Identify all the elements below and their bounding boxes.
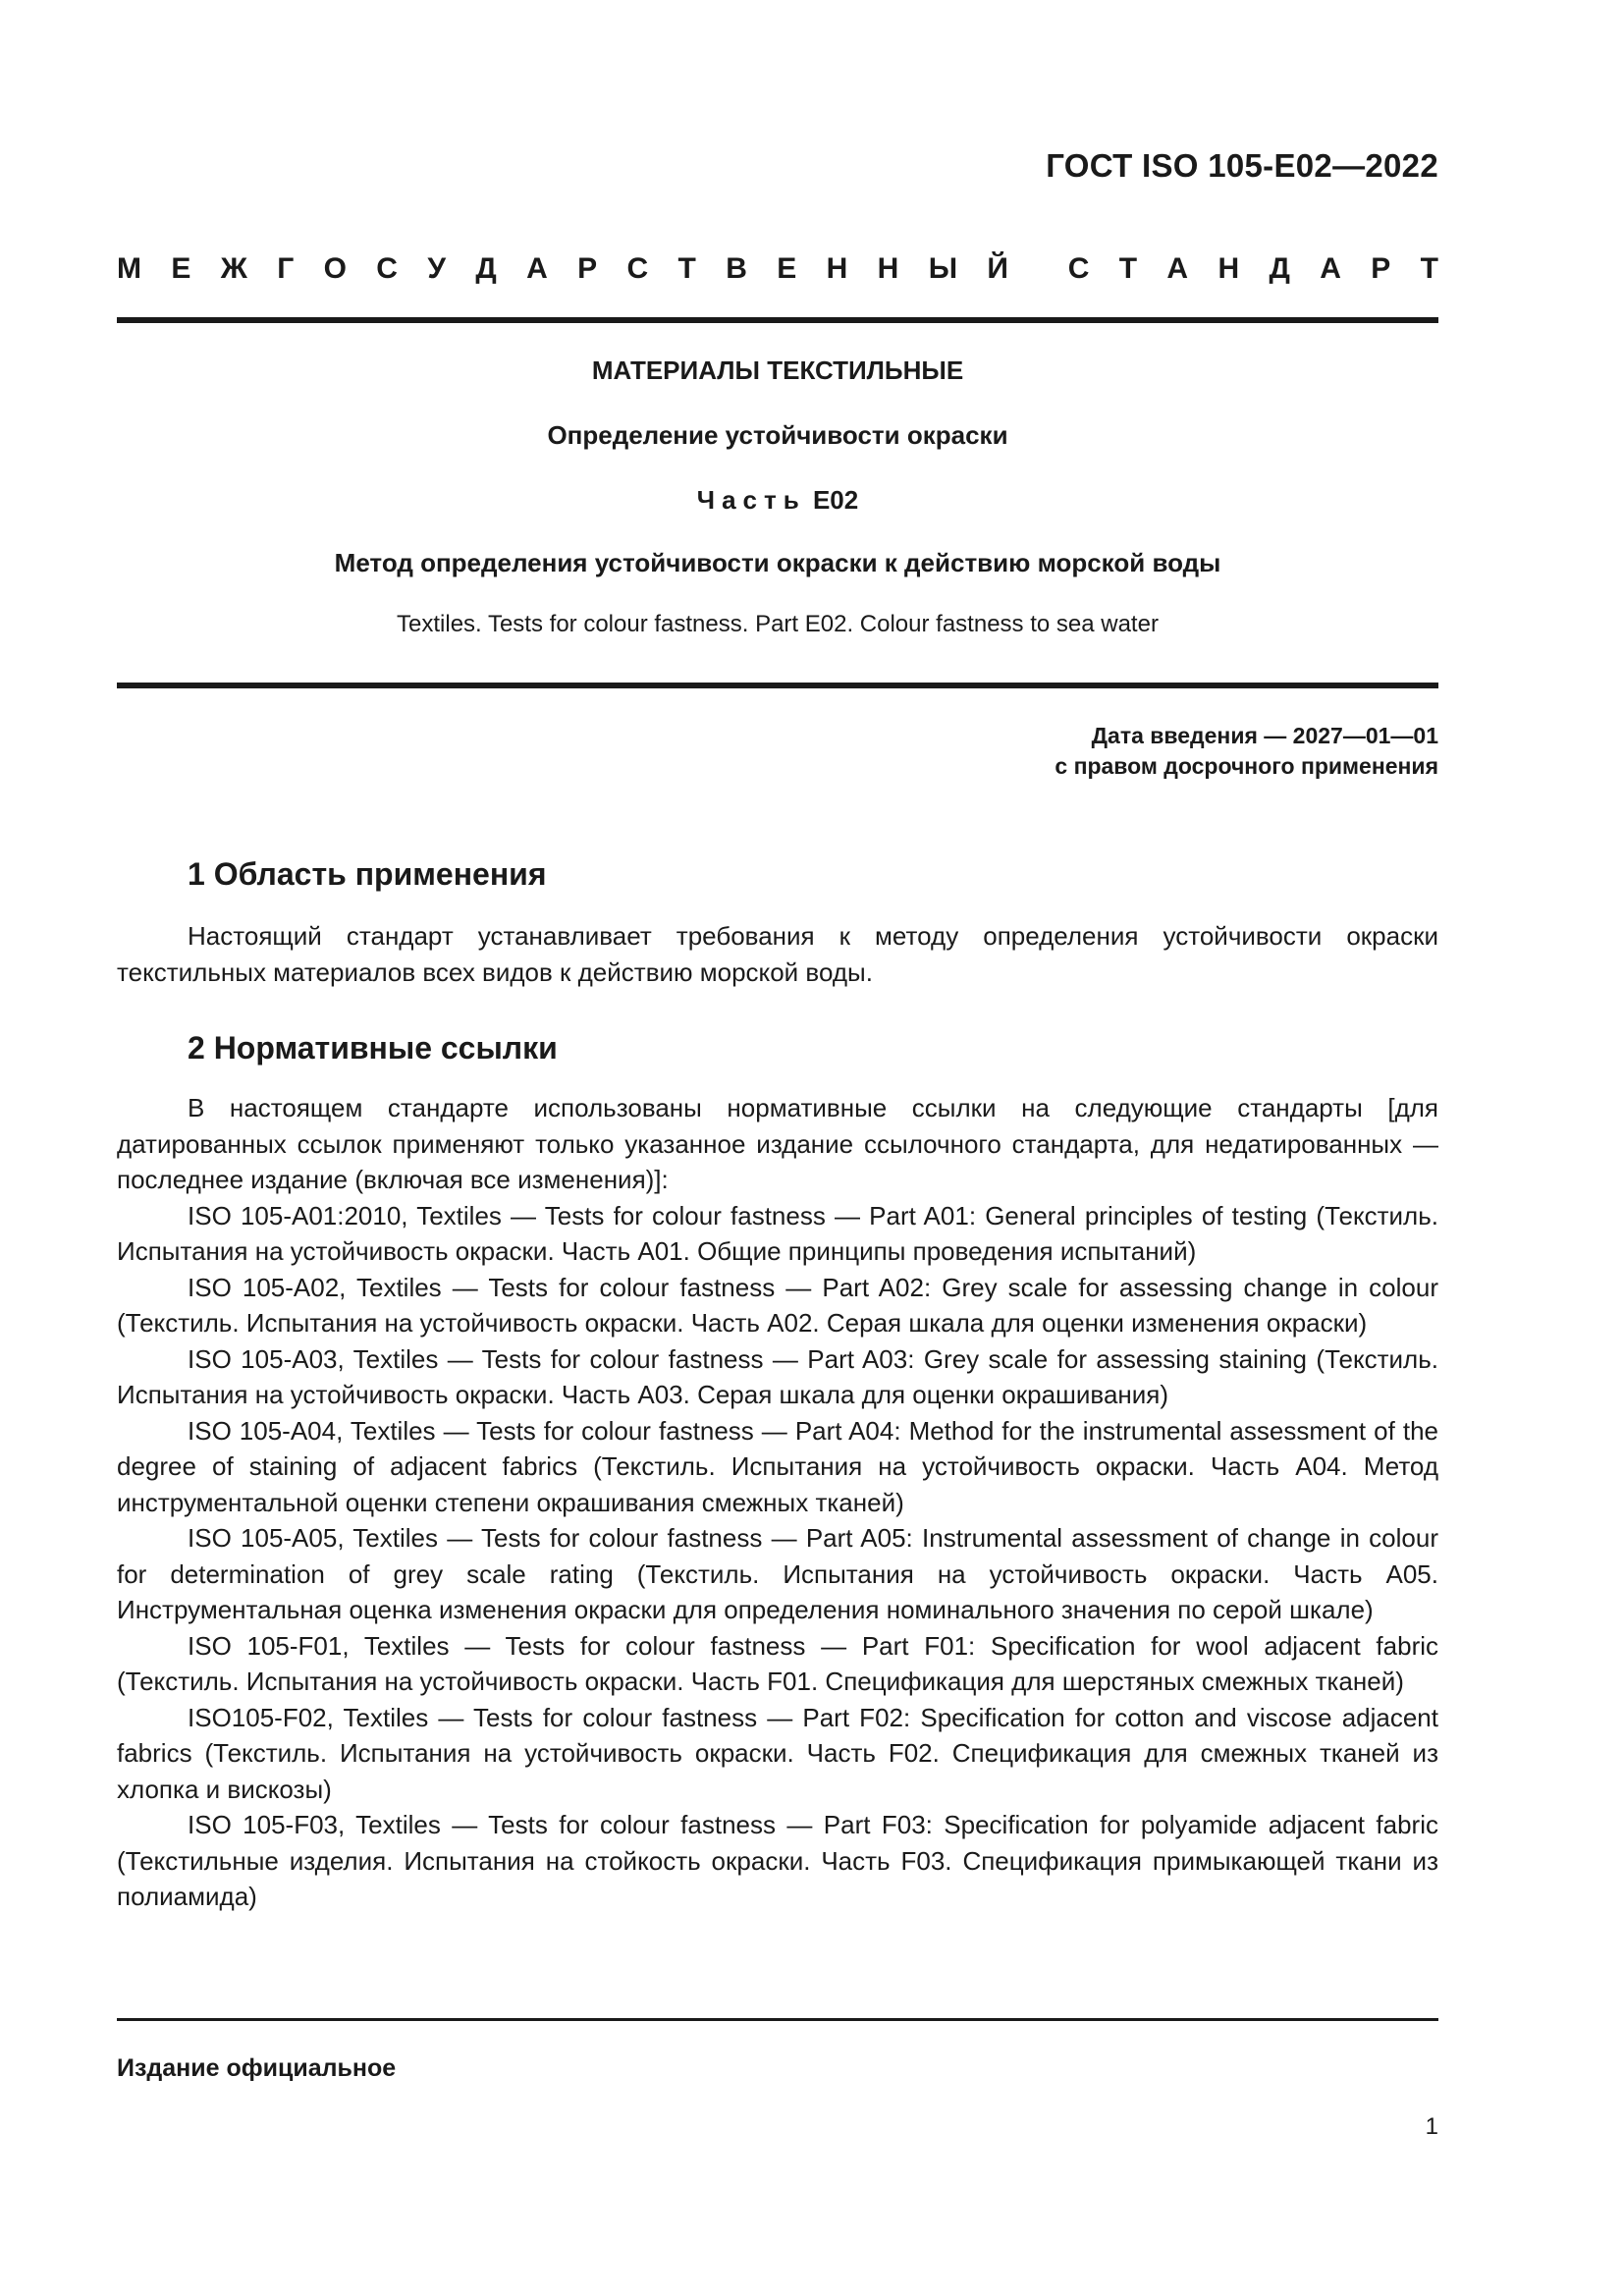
paragraph: В настоящем стандарте использованы нормативные ссылки на следующие стандарты [для датированных ссылок применяют только указанное издание ссылочного стандарта, для недатированных — последнее издание (включая все изменения)]: [117, 1093, 1438, 1194]
standard-type-letter: Е [171, 252, 191, 285]
standard-type-letter: О [323, 252, 347, 285]
standard-type-letter: С [376, 252, 398, 285]
reference-item: ISO 105-F03, Textiles — Tests for colour fastness — Part F03: Specification for polyamide adjacent fabric (Текстильные изделия. Испытания на стойкость окраски. Часть F03. Спецификация примыкающей ткани из полиамида) [117, 1810, 1438, 1911]
standard-type-heading [117, 252, 1438, 286]
standard-type-letter: Ж [220, 252, 247, 285]
document-code: ГОСТ ISO 105-E02—2022 [1046, 147, 1438, 184]
standard-type-letter: С [1067, 252, 1090, 285]
paragraph: Настоящий стандарт устанавливает требования к методу определения устойчивости окраски текстильных материалов всех видов к действию морской воды. [117, 921, 1438, 987]
standard-type-letter: М [117, 252, 141, 285]
page-number: 1 [1425, 2113, 1438, 2140]
reference-item: ISO 105-A01:2010, Textiles — Tests for colour fastness — Part A01: General principles of testing (Текстиль. Испытания на устойчивость окраски. Часть А01. Общие принципы проведения испытаний) [117, 1200, 1438, 1266]
standard-type-letter: Д [1269, 252, 1290, 285]
reference-item: ISO 105-F01, Textiles — Tests for colour fastness — Part F01: Specification for wool adjacent fabric (Текстиль. Испытания на устойчивость окраски. Часть F01. Спецификация для шерстяных смежных тканей) [117, 1630, 1438, 1696]
standard-type-letter: Ы [928, 252, 958, 285]
section-heading-normative-references: 2 Нормативные ссылки [188, 1030, 558, 1066]
reference-item: ISO 105-A05, Textiles — Tests for colour fastness — Part A05: Instrumental assessment of change in colour for determination of grey scale rating (Текстиль. Испытания на устойчивость окраски. Часть А05. Инструментальная оценка изменения окраски для определения номинального значения по серой шкале) [117, 1523, 1438, 1624]
top-divider [117, 317, 1438, 323]
standard-type-letter: Р [1371, 252, 1391, 285]
footer-divider [117, 2018, 1438, 2021]
standard-type-letter: Д [475, 252, 497, 285]
standard-type-letter: Т [1118, 252, 1138, 285]
introduction-date [1055, 721, 1438, 782]
early-application-line: с правом досрочного применения [1055, 753, 1438, 779]
section-heading-scope: 1 Область применения [188, 856, 547, 892]
reference-item: ISO 105-A03, Textiles — Tests for colour fastness — Part A03: Grey scale for assessing staining (Текстиль. Испытания на устойчивость окраски. Часть А03. Серая шкала для оценки окрашивания) [117, 1343, 1438, 1409]
standard-type-letter: Г [277, 252, 295, 285]
title-divider [117, 683, 1438, 688]
title-method: Метод определения устойчивости окраски к действию морской воды [334, 548, 1221, 577]
standard-type-letter: А [1166, 252, 1189, 285]
standard-type-letter: В [726, 252, 747, 285]
standard-type-letter: Т [677, 252, 696, 285]
introduction-date-line: Дата введения — 2027—01—01 [1091, 723, 1438, 748]
standard-type-letter: У [427, 252, 446, 285]
title-english: Textiles. Tests for colour fastness. Part E02. Colour fastness to sea water [397, 611, 1159, 637]
standard-type-letter: А [526, 252, 548, 285]
document-page [117, 0, 1438, 2296]
title-main: МАТЕРИАЛЫ ТЕКСТИЛЬНЫЕ [591, 355, 964, 385]
title-part-number: E02 [812, 485, 859, 515]
section-references-body [117, 1090, 1438, 1915]
title-part-label: Часть [696, 485, 806, 515]
reference-item: ISO105-F02, Textiles — Tests for colour fastness — Part F02: Specification for cotton and viscose adjacent fabrics (Текстиль. Испытания на устойчивость окраски. Часть F02. Спецификация для смежных тканей из хлопка и вискозы) [117, 1702, 1438, 1804]
standard-type-letter: А [1320, 252, 1341, 285]
standard-type-letter: Н [1217, 252, 1240, 285]
standard-type-letter: Н [826, 252, 848, 285]
standard-type-letter: Й [987, 252, 1008, 285]
section-scope-body [117, 918, 1438, 990]
reference-item: ISO 105-A02, Textiles — Tests for colour fastness — Part A02: Grey scale for assessing change in colour (Текстиль. Испытания на устойчивость окраски. Часть А02. Серая шкала для оценки изменения окраски) [117, 1272, 1438, 1338]
standard-type-letter: С [626, 252, 649, 285]
edition-label: Издание официальное [117, 2054, 397, 2082]
title-part [117, 485, 1438, 516]
reference-item: ISO 105-A04, Textiles — Tests for colour fastness — Part A04: Method for the instrumental assessment of the degree of staining of adjacent fabrics (Текстиль. Испытания на устойчивость окраски. Часть А04. Метод инструментальной оценки степени окрашивания смежных тканей) [117, 1415, 1438, 1517]
standard-type-letter: Р [577, 252, 598, 285]
standard-type-letter: Т [1420, 252, 1438, 285]
title-subtitle: Определение устойчивости окраски [547, 420, 1008, 450]
standard-type-letter: Е [777, 252, 797, 285]
standard-type-letter: Н [877, 252, 899, 285]
